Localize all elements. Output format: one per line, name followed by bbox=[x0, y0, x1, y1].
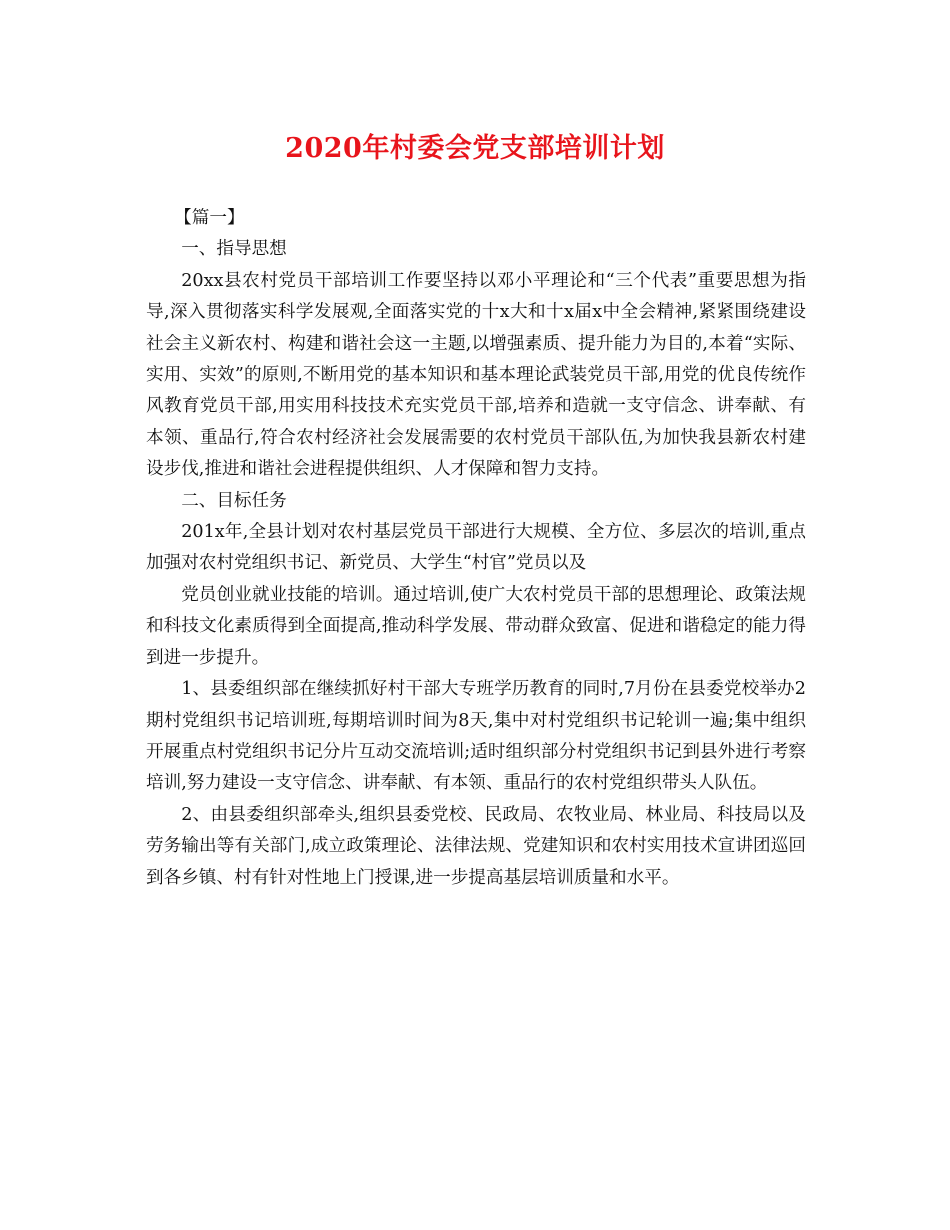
heading-goals-tasks: 二、目标任务 bbox=[181, 490, 287, 511]
heading-guiding-ideology: 一、指导思想 bbox=[181, 239, 287, 260]
paragraph-goals-intro: 201x年,全县计划对农村基层党员干部进行大规模、全方位、多层次的培训,重点加强对农村党组织书记、新党员、大学生“村官”党员以及 bbox=[146, 522, 806, 574]
paragraph-item-2: 2、由县委组织部牵头,组织县委党校、民政局、农牧业局、林业局、科技局以及劳务输出等有关部门,成立政策理论、法律法规、党建知识和农村实用技术宣讲团巡回到各乡镇、村有针对性地上门授课,进一步提高基层培训质量和水平。 bbox=[146, 804, 806, 888]
section-label: 【篇一】 bbox=[174, 208, 245, 228]
paragraph-item-1: 1、县委组织部在继续抓好村干部大专班学历教育的同时,7月份在县委党校举办2期村党组织书记培训班,每期培训时间为8天,集中对村党组织书记轮训一遍;集中组织开展重点村党组织书记分片互动交流培训;适时组织部分村党组织书记到县外进行考察培训,努力建设一支守信念、讲奉献、有本领、重品行的农村党组织带头人队伍。 bbox=[146, 679, 806, 794]
document-title: 2020年村委会党支部培训计划 bbox=[285, 133, 665, 164]
paragraph-goals-continued: 党员创业就业技能的培训。通过培训,使广大农村党员干部的思想理论、政策法规和科技文化素质得到全面提高,推动科学发展、带动群众致富、促进和谐稳定的能力得到进一步提升。 bbox=[146, 584, 806, 668]
document-body bbox=[146, 203, 806, 894]
paragraph-guiding-ideology: 20xx县农村党员干部培训工作要坚持以邓小平理论和“三个代表”重要思想为指导,深入贯彻落实科学发展观,全面落实党的十x大和十x届x中全会精神,紧紧围绕建设社会主义新农村、构建和谐社会这一主题,以增强素质、提升能力为目的,本着“实际、实用、实效”的原则,不断用党的基本知识和基本理论武装党员干部,用党的优良传统作风教育党员干部,用实用科技技术充实党员干部,培养和造就一支守信念、讲奉献、有本领、重品行,符合农村经济社会发展需要的农村党员干部队伍,为加快我县新农村建设步伐,推进和谐社会进程提供组织、人才保障和智力支持。 bbox=[146, 270, 806, 480]
